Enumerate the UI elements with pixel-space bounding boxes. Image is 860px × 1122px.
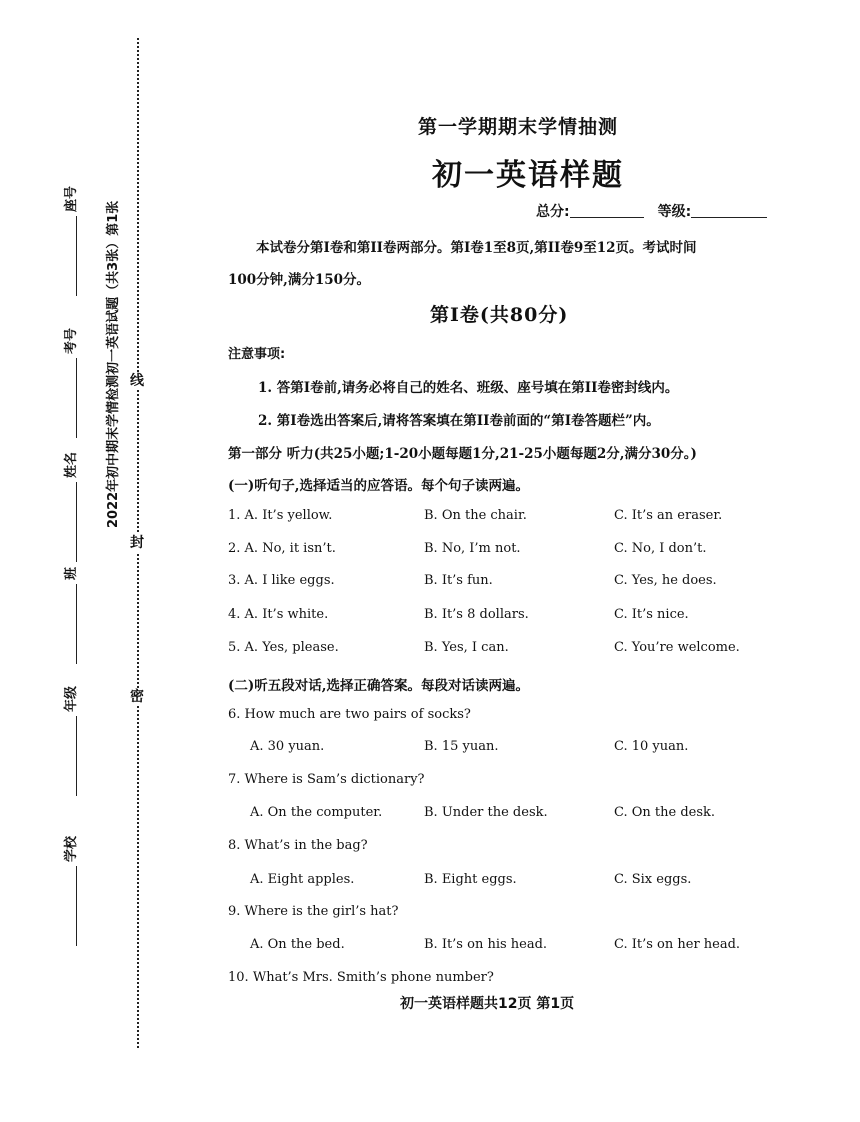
q6-option-b[interactable]: B. 15 yuan. bbox=[424, 739, 499, 754]
seal-char-mi: 密 bbox=[130, 689, 144, 705]
q5-option-b[interactable]: B. Yes, I can. bbox=[424, 640, 509, 655]
score-row bbox=[536, 201, 767, 221]
seal-char-xian: 线 bbox=[130, 373, 144, 389]
question-7-stem: 7. Where is Sam’s dictionary? bbox=[228, 772, 425, 787]
field-school[interactable]: 学校 bbox=[60, 836, 79, 950]
q6-option-a[interactable]: A. 30 yuan. bbox=[250, 739, 325, 754]
field-exam-number[interactable]: 考号 bbox=[60, 328, 79, 442]
q9-option-c[interactable]: C. It’s on her head. bbox=[614, 937, 741, 952]
q6-option-c[interactable]: C. 10 yuan. bbox=[614, 739, 689, 754]
exam-title: 初一英语样题 bbox=[432, 158, 624, 193]
q2-option-c[interactable]: C. No, I don’t. bbox=[614, 541, 707, 556]
q4-option-b[interactable]: B. It’s 8 dollars. bbox=[424, 607, 529, 622]
field-grade[interactable]: 年级 bbox=[60, 686, 79, 800]
q5-option-c[interactable]: C. You’re welcome. bbox=[614, 640, 740, 655]
grade-label: 等级: bbox=[657, 204, 692, 220]
q8-option-b[interactable]: B. Eight eggs. bbox=[424, 872, 517, 887]
question-10-stem: 10. What’s Mrs. Smith’s phone number? bbox=[228, 970, 494, 985]
q4-option-c[interactable]: C. It’s nice. bbox=[614, 607, 689, 622]
q9-option-a[interactable]: A. On the bed. bbox=[250, 937, 345, 952]
question-5: 5. A. Yes, please. bbox=[228, 640, 339, 655]
total-score-blank[interactable] bbox=[570, 217, 644, 218]
q9-option-b[interactable]: B. It’s on his head. bbox=[424, 937, 548, 952]
field-seat-number[interactable]: 座号 bbox=[60, 186, 79, 300]
q8-option-a[interactable]: A. Eight apples. bbox=[250, 872, 355, 887]
question-3: 3. A. I like eggs. bbox=[228, 573, 335, 588]
vertical-exam-title: 2022年初中期末学情检测初一英语试题（共3张）第1张 bbox=[106, 200, 121, 528]
q1-option-b[interactable]: B. On the chair. bbox=[424, 508, 527, 523]
exam-subtitle: 第一学期期末学情抽测 bbox=[418, 116, 619, 138]
q1-option-c[interactable]: C. It’s an eraser. bbox=[614, 508, 723, 523]
notes-heading: 注意事项: bbox=[228, 347, 286, 362]
section-one-sub-2: (二)听五段对话,选择正确答案。每段对话读两遍。 bbox=[228, 678, 529, 694]
question-6-stem: 6. How much are two pairs of socks? bbox=[228, 707, 471, 722]
q7-option-b[interactable]: B. Under the desk. bbox=[424, 805, 548, 820]
q7-option-c[interactable]: C. On the desk. bbox=[614, 805, 716, 820]
page-footer: 初一英语样题共12页 第1页 bbox=[400, 996, 575, 1012]
grade-blank[interactable] bbox=[691, 217, 767, 218]
question-1: 1. A. It’s yellow. bbox=[228, 508, 333, 523]
q8-option-c[interactable]: C. Six eggs. bbox=[614, 872, 692, 887]
note-item-2: 2. 第I卷选出答案后,请将答案填在第II卷前面的“第I卷答题栏”内。 bbox=[258, 413, 660, 429]
question-4: 4. A. It’s white. bbox=[228, 607, 329, 622]
section-one-sub-1: (一)听句子,选择适当的应答语。每个句子读两遍。 bbox=[228, 478, 529, 494]
intro-line-1: 本试卷分第I卷和第II卷两部分。第I卷1至8页,第II卷9至12页。考试时间 bbox=[256, 240, 697, 256]
intro-line-2: 100分钟,满分150分。 bbox=[228, 272, 371, 288]
question-9-stem: 9. Where is the girl’s hat? bbox=[228, 904, 399, 919]
field-name[interactable]: 姓名 bbox=[60, 452, 79, 566]
field-class[interactable]: 班 bbox=[60, 567, 79, 668]
question-8-stem: 8. What’s in the bag? bbox=[228, 838, 368, 853]
total-score-label: 总分: bbox=[536, 204, 570, 220]
part-one-title: 第I卷(共80分) bbox=[430, 304, 569, 326]
q3-option-c[interactable]: C. Yes, he does. bbox=[614, 573, 717, 588]
note-item-1: 1. 答第I卷前,请务必将自己的姓名、班级、座号填在第II卷密封线内。 bbox=[258, 380, 679, 396]
section-one-title: 第一部分 听力(共25小题;1-20小题每题1分,21-25小题每题2分,满分30分。) bbox=[228, 446, 697, 462]
q2-option-b[interactable]: B. No, I’m not. bbox=[424, 541, 521, 556]
q7-option-a[interactable]: A. On the computer. bbox=[250, 805, 383, 820]
seal-char-feng: 封 bbox=[130, 535, 144, 551]
question-2: 2. A. No, it isn’t. bbox=[228, 541, 336, 556]
q3-option-b[interactable]: B. It’s fun. bbox=[424, 573, 493, 588]
